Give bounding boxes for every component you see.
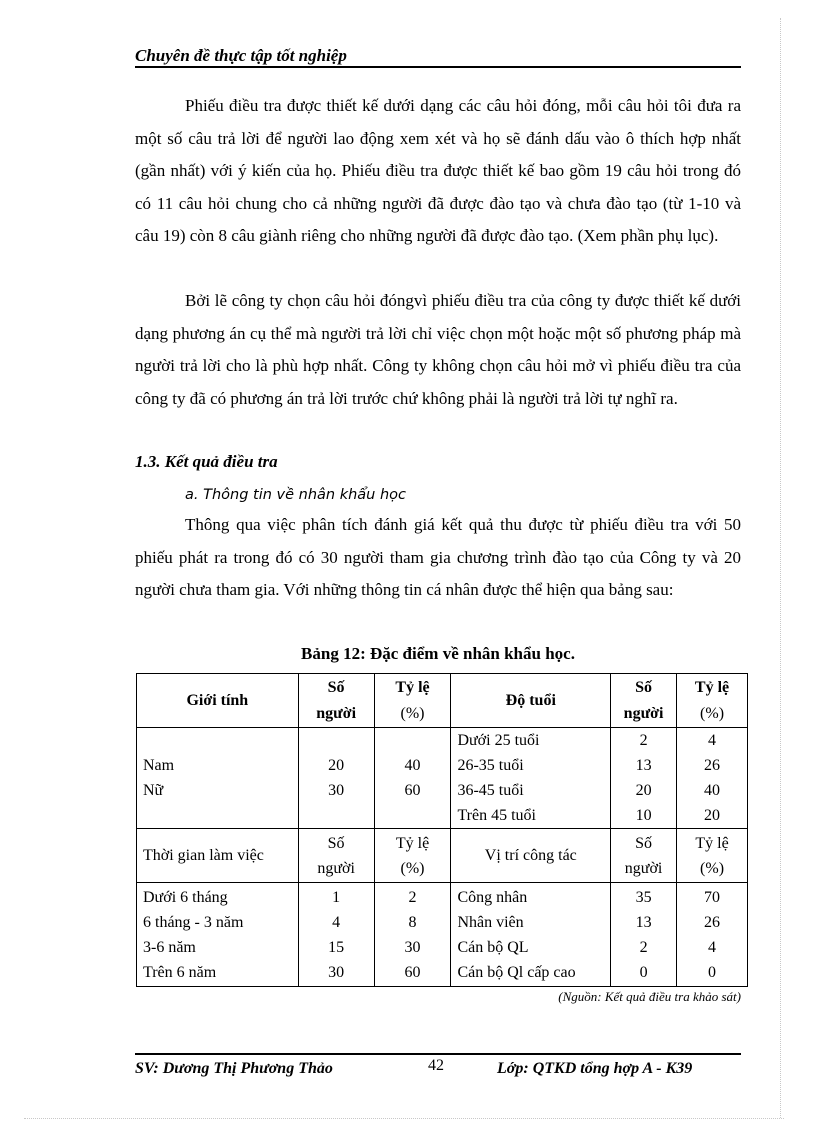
header-age-count: Số người <box>611 674 677 728</box>
age-pct: 26 <box>704 757 721 774</box>
header-gender-count: Số người <box>298 674 374 728</box>
position-counts <box>611 883 677 987</box>
table-header-row-2 <box>137 829 748 883</box>
gender-count: 30 <box>328 782 345 799</box>
table-caption: Bảng 12: Đặc điểm về nhân khẩu học. <box>301 644 575 663</box>
tenure-label: 3-6 năm <box>143 938 196 956</box>
header-age-pct: Tỷ lệ (%) <box>677 674 748 728</box>
tenure-count: 30 <box>328 963 345 981</box>
running-header: Chuyên đề thực tập tốt nghiệp <box>135 46 741 68</box>
tenure-pct: 8 <box>408 913 417 931</box>
gender-pct: 40 <box>404 757 421 774</box>
page-frame-bottom <box>24 1118 784 1119</box>
position-count: 35 <box>635 888 652 906</box>
page-number: 42 <box>428 1057 444 1074</box>
tenure-counts <box>298 883 374 987</box>
tenure-pct: 30 <box>404 938 421 956</box>
position-pct: 26 <box>704 913 721 931</box>
position-count: 13 <box>635 913 652 931</box>
tenure-label: Trên 6 năm <box>143 963 217 981</box>
page-frame-right <box>780 18 785 1118</box>
section-title: 1.3. Kết quả điều tra <box>135 452 278 471</box>
tenure-count: 15 <box>328 938 345 956</box>
age-labels <box>451 728 611 829</box>
header-position: Vị trí công tác <box>451 829 611 883</box>
footer-student: SV: Dương Thị Phương Thảo <box>135 1060 333 1077</box>
age-pct: 40 <box>704 782 721 799</box>
tenure-label: Dưới 6 tháng <box>143 888 228 906</box>
header-tenure-pct: Tỷ lệ (%) <box>374 829 451 883</box>
age-count: 20 <box>635 782 652 799</box>
age-pct: 20 <box>704 807 721 824</box>
gender-pct: 60 <box>404 782 421 799</box>
demographics-table <box>136 673 748 987</box>
table-source-note: (Nguồn: Kết quả điều tra khảo sát) <box>558 989 741 1004</box>
gender-pcts <box>374 728 451 829</box>
position-label: Nhân viên <box>457 913 524 931</box>
paragraph-survey-results: Thông qua việc phân tích đánh giá kết quả thu được từ phiếu điều tra với 50 phiếu phát ra trong đó có 30 người tham gia chương trình đào tạo của Công ty và 20 người chưa tham gia. Với những thông tin cá nhân được thể hiện qua bảng sau: <box>135 515 741 599</box>
table-header-row-1 <box>137 674 748 728</box>
subsection-title: a. Thông tin về nhân khẩu học <box>185 487 407 503</box>
tenure-count: 4 <box>332 913 341 931</box>
position-pcts <box>677 883 748 987</box>
header-age: Độ tuổi <box>451 674 611 728</box>
gender-labels <box>137 728 299 829</box>
position-pct: 0 <box>708 963 717 981</box>
tenure-pcts <box>374 883 451 987</box>
position-label: Cán bộ QL <box>457 938 529 956</box>
age-label: Dưới 25 tuổi <box>457 732 540 749</box>
age-label: Trên 45 tuổi <box>457 807 536 824</box>
tenure-labels <box>137 883 299 987</box>
gender-label: Nữ <box>143 782 164 799</box>
age-count: 13 <box>635 757 652 774</box>
table-body-row-1 <box>137 728 748 829</box>
header-tenure: Thời gian làm việc <box>137 829 299 883</box>
age-counts <box>611 728 677 829</box>
age-pcts <box>677 728 748 829</box>
tenure-count: 1 <box>332 888 341 906</box>
gender-label: Nam <box>143 757 175 774</box>
header-position-pct: Tỷ lệ (%) <box>677 829 748 883</box>
page-frame-top <box>24 0 784 18</box>
tenure-label: 6 tháng - 3 năm <box>143 913 244 931</box>
header-position-count: Số người <box>611 829 677 883</box>
position-label: Cán bộ Ql cấp cao <box>457 963 576 981</box>
age-count: 2 <box>639 732 648 749</box>
age-count: 10 <box>635 807 652 824</box>
table-body-row-2 <box>137 883 748 987</box>
header-gender-pct: Tỷ lệ (%) <box>374 674 451 728</box>
position-pct: 4 <box>708 938 717 956</box>
header-tenure-count: Số người <box>298 829 374 883</box>
gender-count: 20 <box>328 757 345 774</box>
paragraph-closed-questions: Bởi lẽ công ty chọn câu hỏi đóngvì phiếu điều tra của công ty được thiết kế dưới dạng phương án cụ thể mà người trả lời chỉ việc chọn một hoặc một số phương pháp mà người trả lời cho là phù hợp nhất. Công ty không chọn câu hỏi mở vì phiếu điều tra của công ty đã có phương án trả lời trước chứ không phải là người trả lời tự nghĩ ra. <box>135 291 741 408</box>
position-label: Công nhân <box>457 888 528 906</box>
gender-counts <box>298 728 374 829</box>
age-label: 26-35 tuổi <box>457 757 524 774</box>
position-pct: 70 <box>704 888 721 906</box>
header-gender: Giới tính <box>137 674 299 728</box>
paragraph-survey-design: Phiếu điều tra được thiết kế dưới dạng các câu hỏi đóng, mỗi câu hỏi tôi đưa ra một số câu trả lời để người lao động xem xét và họ sẽ đánh dấu vào ô thích hợp nhất (gần nhất) với ý kiến của họ. Phiếu điều tra được thiết kế bao gồm 19 câu hỏi trong đó có 11 câu hỏi chung cho cả những người đã được đào tạo và chưa đào tạo (từ 1-10 và câu 19) còn 8 câu giành riêng cho những người đã được đào tạo. (Xem phần phụ lục). <box>135 96 741 245</box>
age-pct: 4 <box>708 732 717 749</box>
age-label: 36-45 tuổi <box>457 782 524 799</box>
position-count: 2 <box>639 938 648 956</box>
position-count: 0 <box>639 963 648 981</box>
footer-class: Lớp: QTKD tổng hợp A - K39 <box>497 1060 693 1077</box>
position-labels <box>451 883 611 987</box>
tenure-pct: 2 <box>408 888 417 906</box>
tenure-pct: 60 <box>404 963 421 981</box>
